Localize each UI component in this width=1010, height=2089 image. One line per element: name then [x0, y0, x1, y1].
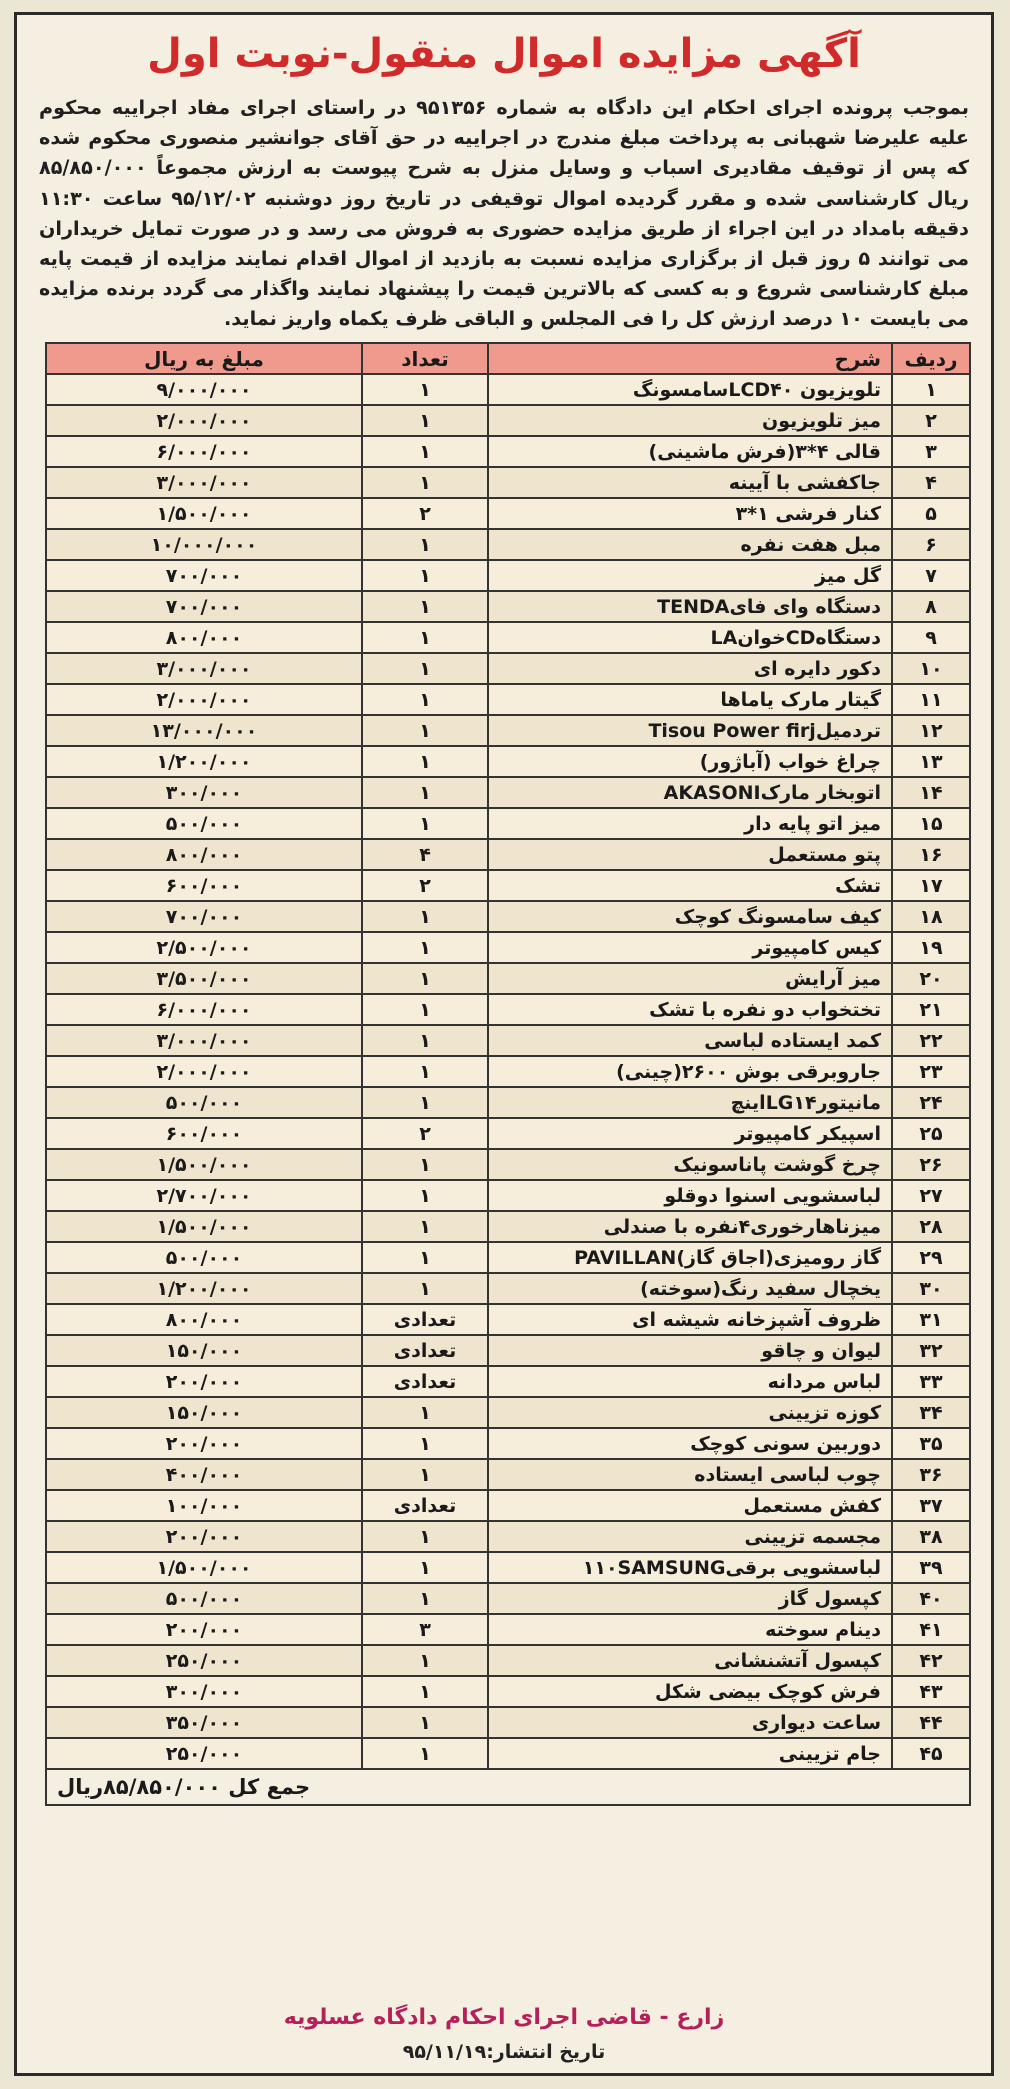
item-quantity: ۱	[362, 1707, 488, 1738]
row-number: ۲۰	[892, 963, 970, 994]
item-quantity: ۱	[362, 1738, 488, 1769]
table-row	[46, 467, 970, 498]
row-number: ۲	[892, 405, 970, 436]
table-row	[46, 1242, 970, 1273]
table-row	[46, 1521, 970, 1552]
table-row	[46, 1428, 970, 1459]
item-quantity: ۱	[362, 1087, 488, 1118]
item-amount: ۱/۲۰۰/۰۰۰	[46, 746, 362, 777]
item-amount: ۱۵۰/۰۰۰	[46, 1397, 362, 1428]
item-quantity: تعدادی	[362, 1335, 488, 1366]
item-amount: ۹/۰۰۰/۰۰۰	[46, 374, 362, 405]
item-amount: ۳/۵۰۰/۰۰۰	[46, 963, 362, 994]
table-row	[46, 591, 970, 622]
item-quantity: ۱	[362, 1521, 488, 1552]
row-number: ۴۱	[892, 1614, 970, 1645]
table-row	[46, 436, 970, 467]
table-row	[46, 901, 970, 932]
item-amount: ۲/۷۰۰/۰۰۰	[46, 1180, 362, 1211]
notice-title: آگهی مزایده اموال منقول-نوبت اول	[147, 31, 861, 77]
item-quantity: ۱	[362, 684, 488, 715]
item-quantity: ۳	[362, 1614, 488, 1645]
table-row	[46, 839, 970, 870]
item-amount: ۱۳/۰۰۰/۰۰۰	[46, 715, 362, 746]
publish-date: تاریخ انتشار:۹۵/۱۱/۱۹	[402, 2041, 606, 2063]
item-amount: ۸۰۰/۰۰۰	[46, 1304, 362, 1335]
row-number: ۶	[892, 529, 970, 560]
row-number: ۸	[892, 591, 970, 622]
item-amount: ۱/۵۰۰/۰۰۰	[46, 498, 362, 529]
item-quantity: ۱	[362, 1149, 488, 1180]
item-amount: ۲۰۰/۰۰۰	[46, 1614, 362, 1645]
item-quantity: ۱	[362, 653, 488, 684]
row-number: ۱۰	[892, 653, 970, 684]
item-amount: ۳۰۰/۰۰۰	[46, 777, 362, 808]
item-description: لباس مردانه	[488, 1366, 892, 1397]
item-description: کنار فرشی ۱*۳	[488, 498, 892, 529]
header-amount: مبلغ به ریال	[46, 343, 362, 374]
item-quantity: ۱	[362, 1397, 488, 1428]
item-quantity: ۲	[362, 498, 488, 529]
item-description: کیف سامسونگ کوچک	[488, 901, 892, 932]
item-description: مجسمه تزیینی	[488, 1521, 892, 1552]
judge-signature: زارع - قاضی اجرای احکام دادگاه عسلویه	[283, 2005, 725, 2030]
item-description: اسپیکر کامپیوتر	[488, 1118, 892, 1149]
row-number: ۲۵	[892, 1118, 970, 1149]
item-description: جام تزیینی	[488, 1738, 892, 1769]
row-number: ۲۷	[892, 1180, 970, 1211]
item-amount: ۶۰۰/۰۰۰	[46, 870, 362, 901]
table-row	[46, 1707, 970, 1738]
item-amount: ۸۰۰/۰۰۰	[46, 839, 362, 870]
item-description: کمد ایستاده لباسی	[488, 1025, 892, 1056]
row-number: ۲۳	[892, 1056, 970, 1087]
item-description: جاروبرقی بوش ۲۶۰۰(چینی)	[488, 1056, 892, 1087]
item-amount: ۷۰۰/۰۰۰	[46, 560, 362, 591]
notice-body-text: بموجب پرونده اجرای احکام این دادگاه به شماره ۹۵۱۳۵۶ در راستای اجرای مفاد اجراییه محکوم علیه علیرضا شهبانی به پرداخت مبلغ مندرج در اجراییه در حق آقای جوانشیر منصوری محکوم شده که پس از توقیف مقادیری اسباب و وسایل منزل به شرح پیوست به ارزش مجموعاً ۸۵/۸۵۰/۰۰۰ ریال کارشناسی شده و مقرر گردیده اموال توقیفی در تاریخ روز دوشنبه ۹۵/۱۲/۰۲ ساعت ۱۱:۳۰ دقیقه بامداد در این اجراء از طریق مزایده حضوری به فروش می رسد و در صورت تمایل خریداران می توانند ۵ روز قبل از برگزاری مزایده نسبت به بازدید از اموال اقدام نمایند مزایده از قیمت پایه مبلغ کارشناسی شروع و به کسی که بالاترین قیمت را پیشنهاد نمایند واگذار می گردد برنده مزایده می بایست ۱۰ درصد ارزش کل را فی المجلس و الباقی ظرف یکماه واریز نماید.	[39, 96, 970, 331]
table-row	[46, 653, 970, 684]
item-quantity: ۲	[362, 1118, 488, 1149]
item-quantity: ۴	[362, 839, 488, 870]
item-description: میز اتو پایه دار	[488, 808, 892, 839]
item-description: قالی ۴*۳(فرش ماشینی)	[488, 436, 892, 467]
row-number: ۱۷	[892, 870, 970, 901]
table-row	[46, 529, 970, 560]
item-amount: ۱/۵۰۰/۰۰۰	[46, 1211, 362, 1242]
table-row	[46, 560, 970, 591]
row-number: ۱۸	[892, 901, 970, 932]
item-description: چراغ خواب (آباژور)	[488, 746, 892, 777]
item-amount: ۶/۰۰۰/۰۰۰	[46, 436, 362, 467]
table-row	[46, 963, 970, 994]
table-row	[46, 1645, 970, 1676]
row-number: ۳۰	[892, 1273, 970, 1304]
table-row	[46, 994, 970, 1025]
item-amount: ۲۰۰/۰۰۰	[46, 1521, 362, 1552]
row-number: ۴۰	[892, 1583, 970, 1614]
item-quantity: ۱	[362, 1676, 488, 1707]
item-description: اتوبخار مارکAKASONI	[488, 777, 892, 808]
item-quantity: ۱	[362, 405, 488, 436]
item-quantity: ۱	[362, 591, 488, 622]
items-table	[45, 342, 971, 1806]
item-amount: ۲۵۰/۰۰۰	[46, 1738, 362, 1769]
item-quantity: تعدادی	[362, 1490, 488, 1521]
item-quantity: ۱	[362, 994, 488, 1025]
item-quantity: ۱	[362, 715, 488, 746]
table-row	[46, 622, 970, 653]
table-header-row	[46, 343, 970, 374]
item-quantity: ۱	[362, 901, 488, 932]
table-row	[46, 1335, 970, 1366]
item-quantity: ۱	[362, 1273, 488, 1304]
row-number: ۳	[892, 436, 970, 467]
table-row	[46, 932, 970, 963]
item-description: ساعت دیواری	[488, 1707, 892, 1738]
item-quantity: ۱	[362, 963, 488, 994]
row-number: ۱۹	[892, 932, 970, 963]
row-number: ۱	[892, 374, 970, 405]
table-row	[46, 1366, 970, 1397]
item-amount: ۳۵۰/۰۰۰	[46, 1707, 362, 1738]
item-quantity: ۱	[362, 1180, 488, 1211]
item-amount: ۳/۰۰۰/۰۰۰	[46, 1025, 362, 1056]
item-description: گیتار مارک یاماها	[488, 684, 892, 715]
item-description: دستگاه وای فایTENDA	[488, 591, 892, 622]
item-quantity: ۱	[362, 1025, 488, 1056]
item-quantity: ۱	[362, 1552, 488, 1583]
item-description: یخچال سفید رنگ(سوخته)	[488, 1273, 892, 1304]
item-quantity: ۱	[362, 932, 488, 963]
item-description: ظروف آشپزخانه شیشه ای	[488, 1304, 892, 1335]
item-amount: ۲/۰۰۰/۰۰۰	[46, 1056, 362, 1087]
table-row	[46, 715, 970, 746]
row-number: ۳۷	[892, 1490, 970, 1521]
row-number: ۳۵	[892, 1428, 970, 1459]
item-quantity: ۱	[362, 1583, 488, 1614]
row-number: ۳۱	[892, 1304, 970, 1335]
item-description: میزناهارخوری۴نفره با صندلی	[488, 1211, 892, 1242]
item-description: دکور دایره ای	[488, 653, 892, 684]
item-quantity: ۱	[362, 467, 488, 498]
item-quantity: ۱	[362, 436, 488, 467]
item-description: تلویزیون LCD۴۰سامسونگ	[488, 374, 892, 405]
item-amount: ۲۰۰/۰۰۰	[46, 1428, 362, 1459]
item-amount: ۳/۰۰۰/۰۰۰	[46, 653, 362, 684]
item-amount: ۴۰۰/۰۰۰	[46, 1459, 362, 1490]
row-number: ۴۳	[892, 1676, 970, 1707]
item-description: لباسشویی برقی۱۱۰SAMSUNG	[488, 1552, 892, 1583]
item-quantity: ۱	[362, 746, 488, 777]
header-description: شرح	[488, 343, 892, 374]
total-row	[46, 1769, 970, 1805]
item-amount: ۱/۵۰۰/۰۰۰	[46, 1149, 362, 1180]
table-row	[46, 1056, 970, 1087]
item-description: چرخ گوشت پاناسونیک	[488, 1149, 892, 1180]
item-amount: ۷۰۰/۰۰۰	[46, 591, 362, 622]
row-number: ۱۱	[892, 684, 970, 715]
row-number: ۳۳	[892, 1366, 970, 1397]
item-amount: ۱۵۰/۰۰۰	[46, 1335, 362, 1366]
item-amount: ۲۰۰/۰۰۰	[46, 1366, 362, 1397]
table-row	[46, 1304, 970, 1335]
table-row	[46, 1025, 970, 1056]
table-row	[46, 1738, 970, 1769]
item-description: میز آرایش	[488, 963, 892, 994]
row-number: ۳۲	[892, 1335, 970, 1366]
item-description: کیس کامپیوتر	[488, 932, 892, 963]
table-row	[46, 498, 970, 529]
row-number: ۴	[892, 467, 970, 498]
item-description: دینام سوخته	[488, 1614, 892, 1645]
item-amount: ۱/۲۰۰/۰۰۰	[46, 1273, 362, 1304]
item-description: چوب لباسی ایستاده	[488, 1459, 892, 1490]
item-amount: ۳/۰۰۰/۰۰۰	[46, 467, 362, 498]
item-amount: ۲/۰۰۰/۰۰۰	[46, 684, 362, 715]
table-row	[46, 1118, 970, 1149]
item-description: مانیتورLG۱۴اینچ	[488, 1087, 892, 1118]
table-row	[46, 1552, 970, 1583]
table-row	[46, 1676, 970, 1707]
header-quantity: تعداد	[362, 343, 488, 374]
item-description: گل میز	[488, 560, 892, 591]
table-row	[46, 808, 970, 839]
grand-total: جمع کل ۸۵/۸۵۰/۰۰۰ریال	[46, 1769, 970, 1805]
row-number: ۳۹	[892, 1552, 970, 1583]
table-row	[46, 870, 970, 901]
item-description: لباسشویی اسنوا دوقلو	[488, 1180, 892, 1211]
item-quantity: ۱	[362, 529, 488, 560]
item-description: جاکفشی با آیینه	[488, 467, 892, 498]
item-amount: ۱۰۰/۰۰۰	[46, 1490, 362, 1521]
item-amount: ۱/۵۰۰/۰۰۰	[46, 1552, 362, 1583]
row-number: ۹	[892, 622, 970, 653]
item-amount: ۲/۵۰۰/۰۰۰	[46, 932, 362, 963]
table-row	[46, 1149, 970, 1180]
table-row	[46, 1583, 970, 1614]
item-description: کپسول آتشنشانی	[488, 1645, 892, 1676]
item-quantity: ۱	[362, 1056, 488, 1087]
table-row	[46, 1211, 970, 1242]
auction-notice	[14, 12, 994, 2076]
item-amount: ۵۰۰/۰۰۰	[46, 1087, 362, 1118]
row-number: ۲۴	[892, 1087, 970, 1118]
table-row	[46, 1087, 970, 1118]
row-number: ۲۶	[892, 1149, 970, 1180]
table-row	[46, 684, 970, 715]
item-quantity: تعدادی	[362, 1304, 488, 1335]
item-quantity: ۱	[362, 1645, 488, 1676]
table-row	[46, 1614, 970, 1645]
table-body	[46, 374, 970, 1769]
item-amount: ۸۰۰/۰۰۰	[46, 622, 362, 653]
row-number: ۴۴	[892, 1707, 970, 1738]
row-number: ۴۵	[892, 1738, 970, 1769]
table-row	[46, 746, 970, 777]
item-description: میز تلویزیون	[488, 405, 892, 436]
item-description: دوربین سونی کوچک	[488, 1428, 892, 1459]
item-description: تختخواب دو نفره با تشک	[488, 994, 892, 1025]
item-quantity: ۱	[362, 1211, 488, 1242]
item-quantity: ۱	[362, 1428, 488, 1459]
row-number: ۴۲	[892, 1645, 970, 1676]
item-quantity: ۱	[362, 808, 488, 839]
table-row	[46, 1459, 970, 1490]
item-amount: ۱۰/۰۰۰/۰۰۰	[46, 529, 362, 560]
item-quantity: ۱	[362, 560, 488, 591]
row-number: ۱۴	[892, 777, 970, 808]
row-number: ۱۶	[892, 839, 970, 870]
table-row	[46, 1273, 970, 1304]
row-number: ۲۸	[892, 1211, 970, 1242]
table-row	[46, 777, 970, 808]
item-description: کفش مستعمل	[488, 1490, 892, 1521]
header-row-number: ردیف	[892, 343, 970, 374]
item-description: کوزه تزیینی	[488, 1397, 892, 1428]
row-number: ۳۶	[892, 1459, 970, 1490]
item-description: فرش کوچک بیضی شکل	[488, 1676, 892, 1707]
item-quantity: ۱	[362, 374, 488, 405]
row-number: ۱۲	[892, 715, 970, 746]
row-number: ۲۱	[892, 994, 970, 1025]
table-row	[46, 374, 970, 405]
row-number: ۲۹	[892, 1242, 970, 1273]
table-row	[46, 1490, 970, 1521]
item-amount: ۷۰۰/۰۰۰	[46, 901, 362, 932]
item-quantity: ۱	[362, 1459, 488, 1490]
item-amount: ۶۰۰/۰۰۰	[46, 1118, 362, 1149]
item-amount: ۶/۰۰۰/۰۰۰	[46, 994, 362, 1025]
item-description: کپسول گاز	[488, 1583, 892, 1614]
item-quantity: ۱	[362, 777, 488, 808]
table-row	[46, 1397, 970, 1428]
item-amount: ۲۵۰/۰۰۰	[46, 1645, 362, 1676]
row-number: ۳۴	[892, 1397, 970, 1428]
item-description: تشک	[488, 870, 892, 901]
row-number: ۱۳	[892, 746, 970, 777]
item-description: لیوان و چاقو	[488, 1335, 892, 1366]
row-number: ۲۲	[892, 1025, 970, 1056]
row-number: ۳۸	[892, 1521, 970, 1552]
item-amount: ۵۰۰/۰۰۰	[46, 1583, 362, 1614]
item-amount: ۵۰۰/۰۰۰	[46, 808, 362, 839]
row-number: ۵	[892, 498, 970, 529]
item-quantity: ۱	[362, 622, 488, 653]
item-description: دستگاهCDخوانLA	[488, 622, 892, 653]
item-quantity: ۱	[362, 1242, 488, 1273]
table-row	[46, 405, 970, 436]
item-quantity: ۲	[362, 870, 488, 901]
item-description: مبل هفت نفره	[488, 529, 892, 560]
item-description: پتو مستعمل	[488, 839, 892, 870]
item-description: تردمیلTisou Power firj	[488, 715, 892, 746]
item-quantity: تعدادی	[362, 1366, 488, 1397]
table-row	[46, 1180, 970, 1211]
item-description: گاز رومیزی(اجاق گاز)PAVILLAN	[488, 1242, 892, 1273]
item-amount: ۵۰۰/۰۰۰	[46, 1242, 362, 1273]
item-amount: ۳۰۰/۰۰۰	[46, 1676, 362, 1707]
row-number: ۱۵	[892, 808, 970, 839]
item-amount: ۲/۰۰۰/۰۰۰	[46, 405, 362, 436]
row-number: ۷	[892, 560, 970, 591]
